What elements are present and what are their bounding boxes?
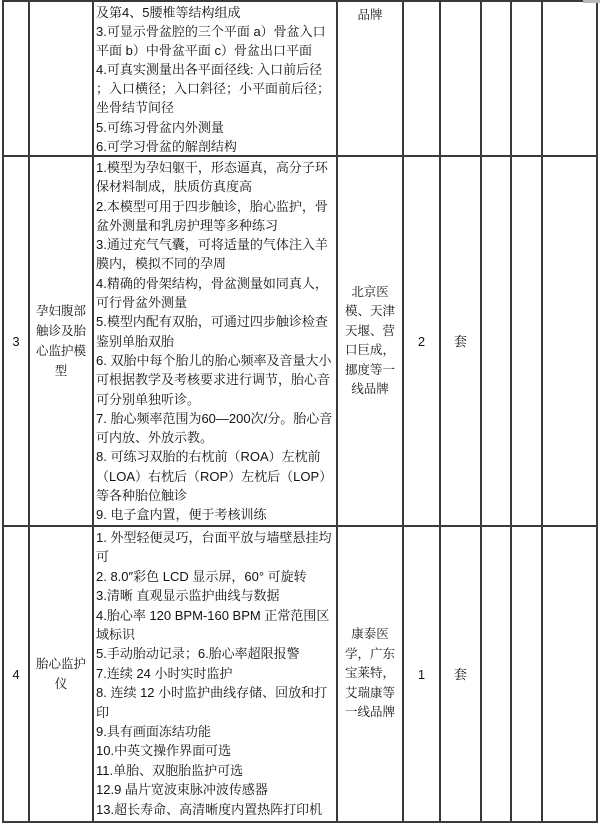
brand-cell: 北京医模、天津天堰、营口巨成，挪度等一线品牌 (338, 157, 402, 525)
description-cell (94, 157, 336, 525)
name-cell: 孕妇腹部触诊及胎心监护模型 (30, 157, 92, 525)
empty-cell (482, 527, 510, 821)
description-text: 1. 外型轻便灵巧，台面平放与墙壁悬挂均可 2. 8.0″彩色 LCD 显示屏，60° 可旋转 3.清晰 直观显示监护曲线与数据 4.胎心率 120 BPM-160 BPM 正常范围区域标识 5.手动胎动记录；6.胎心率超限报警 7.连续 24 小时实时监护 8. 连续 12 小时监护曲线存储、回放和打印 9.具有画面冻结功能 10.中英文操作界面可选 11.单胎、双胞胎监护可选 12.9 晶片宽波束脉冲波传感器 13.超长寿命、高清晰度内置热阵打印机 (96, 530, 332, 817)
quantity-cell: 2 (404, 157, 439, 525)
seq-cell (4, 2, 28, 155)
description-cell (94, 527, 336, 821)
description-text: 1.模型为孕妇躯干，形态逼真，高分子环保材料制成，肤质仿真度高 2.本模型可用于四步触诊，胎心监护，骨盆外测量和乳房护理等多种练习 3.通过充气气囊，可将适量的气体注入羊膜内，模拟不同的孕周 4.精确的骨架结构，骨盆测量如同真人，可行骨盆外测量 5.模型内配有双胎，可通过四步触诊检查鉴别单胎双胎 6. 双胎中每个胎儿的胎心频率及音量大小可根据教学及考核要求进行调节，胎心音可分别单独听诊。 7. 胎心频率范围为60—200次/分。胎心音可内放、外放示教。 8. 可练习双胎的右枕前（ROA）左枕前（LOA）右枕后（ROP）左枕后（LOP）等各种胎位触诊 9. 电子盒内置，便于考核训练 (96, 160, 333, 523)
quantity-cell: 1 (404, 527, 439, 821)
scan-artifact (583, 0, 600, 3)
unit-cell (441, 2, 480, 155)
empty-cell (512, 157, 541, 525)
name-cell: 胎心监护仪 (30, 527, 92, 821)
spec-table (2, 0, 598, 823)
empty-cell (482, 157, 510, 525)
name-cell (30, 2, 92, 155)
unit-cell: 套 (441, 157, 480, 525)
empty-cell (543, 2, 596, 155)
empty-cell (482, 2, 510, 155)
brand-cell: 康泰医学，广东宝莱特，艾瑞康等一线品牌 (338, 527, 402, 821)
empty-cell (543, 527, 596, 821)
brand-cell: 品牌 (338, 2, 402, 155)
seq-cell: 4 (4, 527, 28, 821)
empty-cell (512, 2, 541, 155)
empty-cell (512, 527, 541, 821)
unit-cell: 套 (441, 527, 480, 821)
empty-cell (543, 157, 596, 525)
description-text: 及第4、5腰椎等结构组成 3.可显示骨盆腔的三个平面 a）骨盆入口平面 b）中骨盆平面 c）骨盆出口平面 4.可真实测量出各平面径线: 入口前后径 ；入口横径；入口斜径；小平面前后径；坐骨结节间径 5.可练习骨盆内外测量 6.可学习骨盆的解剖结构 (96, 5, 331, 154)
quantity-cell (404, 2, 439, 155)
seq-cell: 3 (4, 157, 28, 525)
description-cell (94, 2, 336, 155)
